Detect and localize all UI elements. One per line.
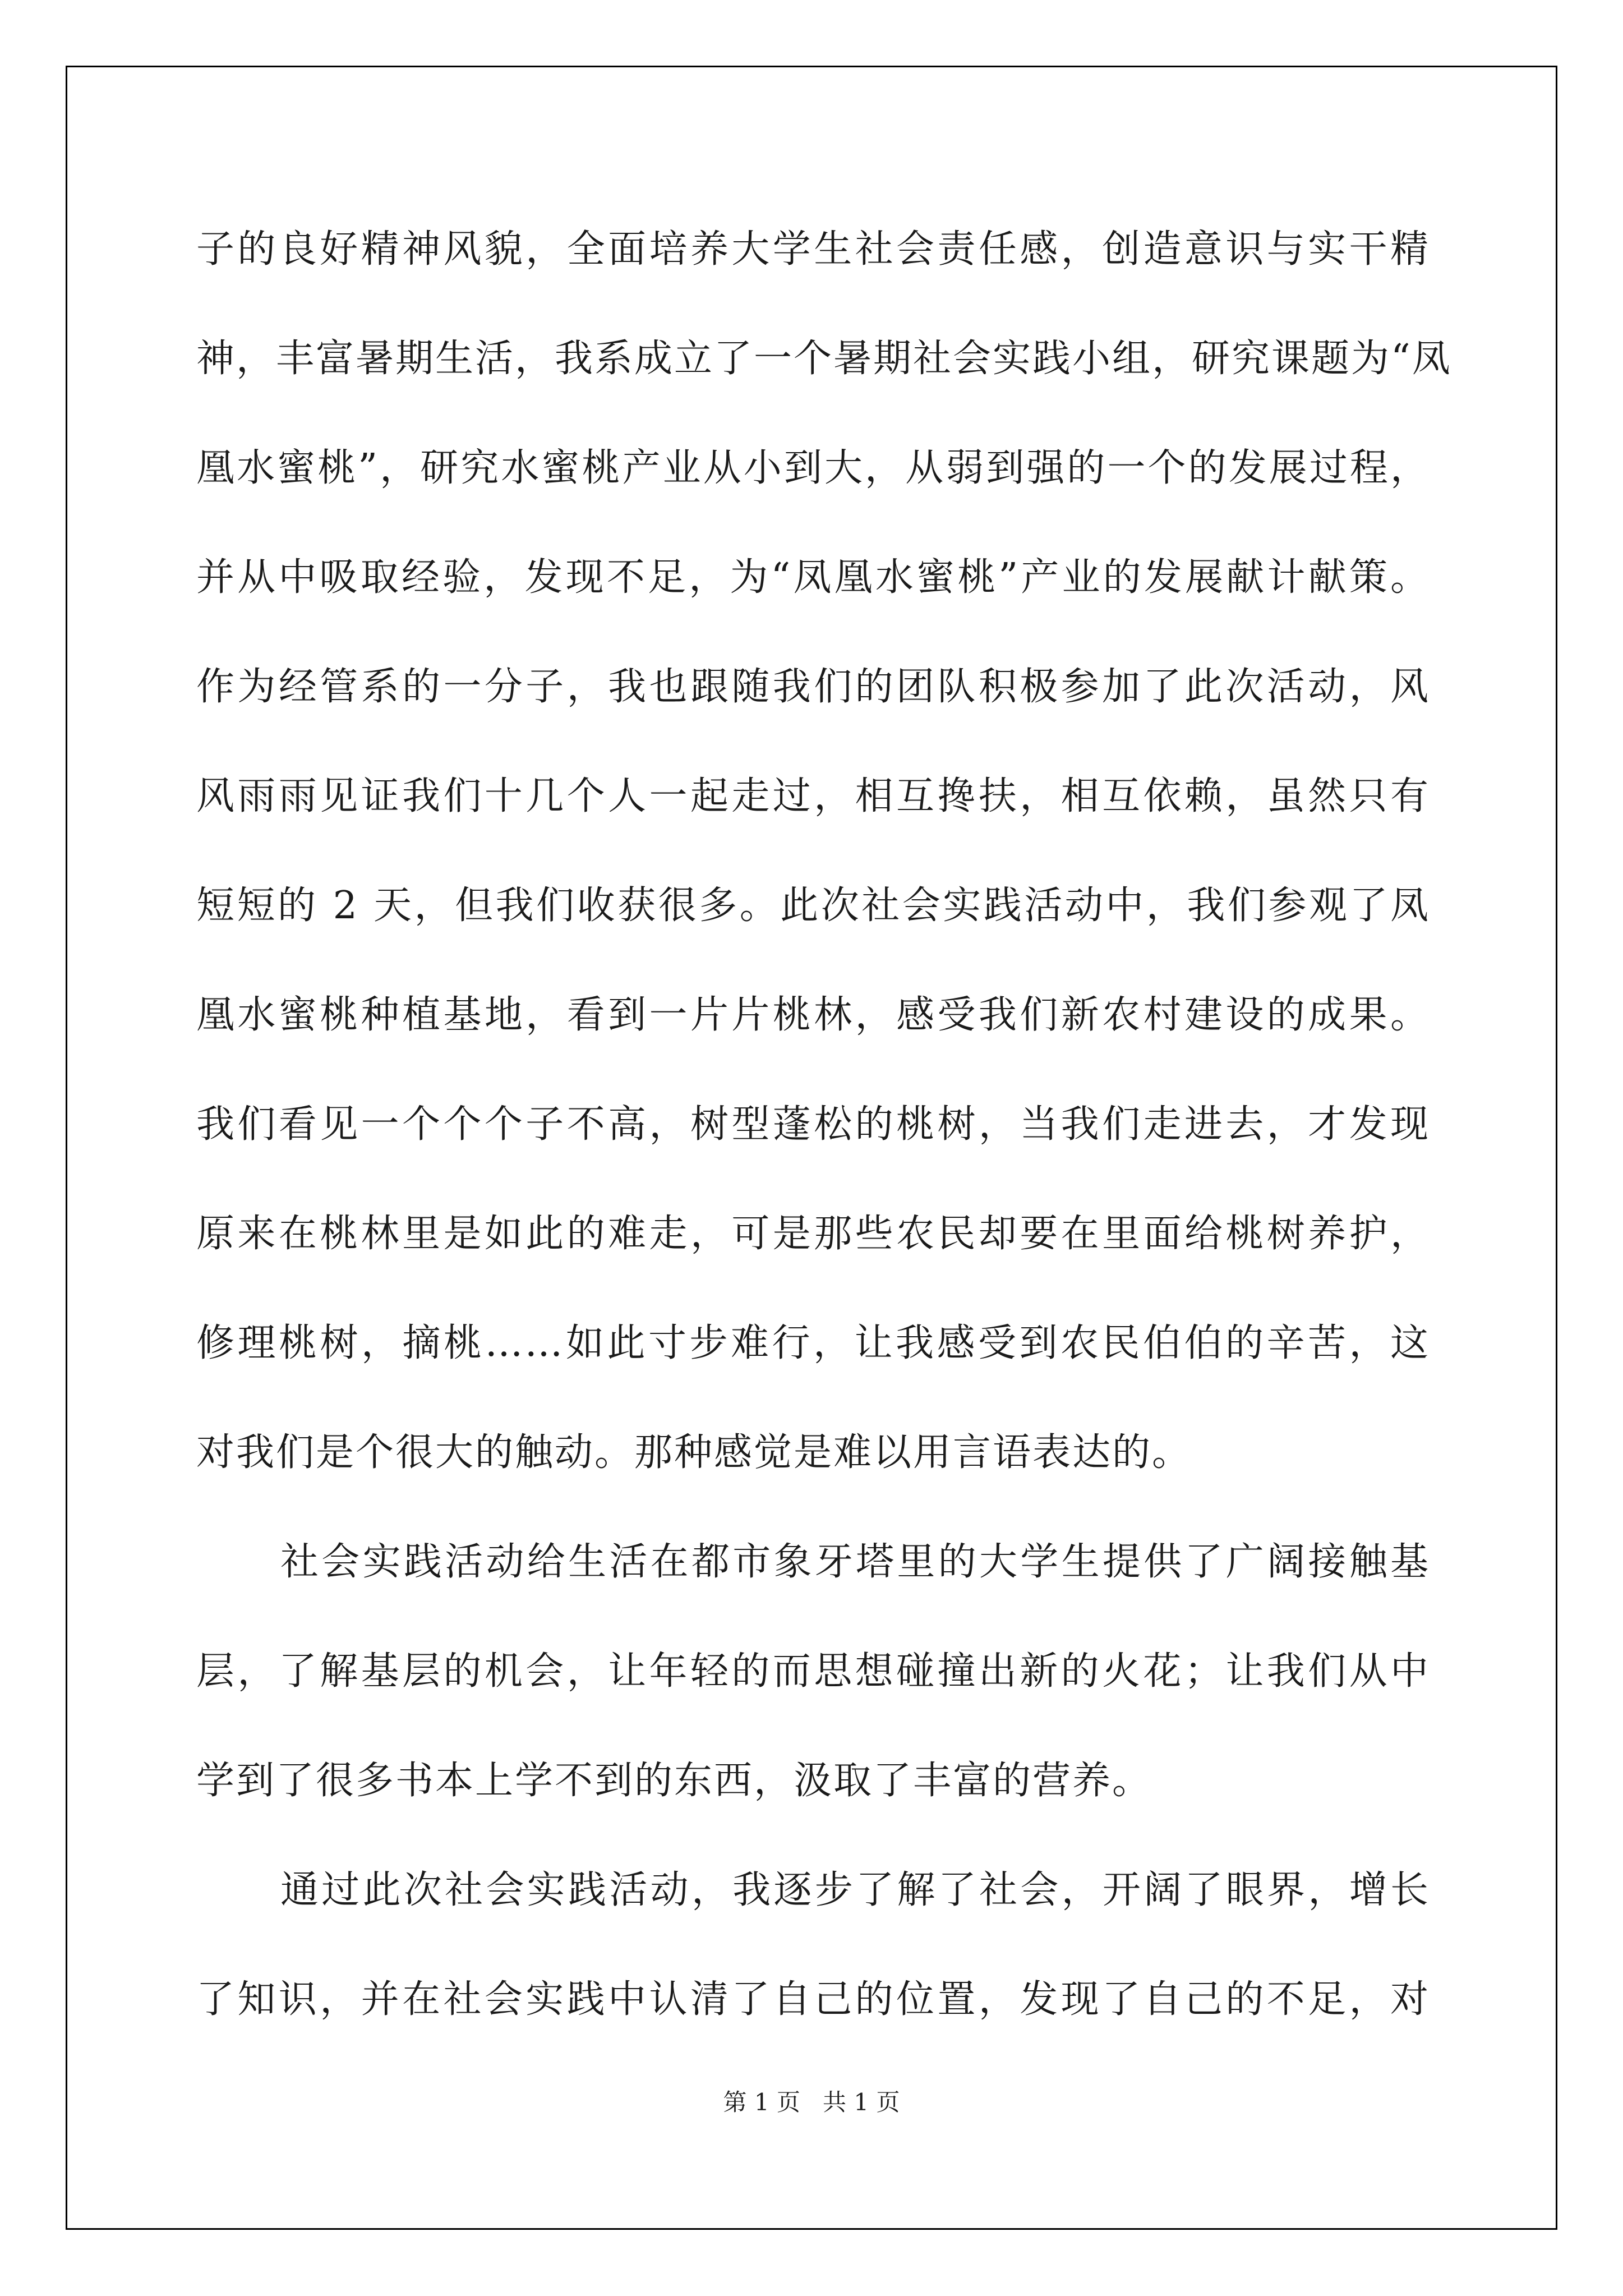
text-line: 作为经管系的一分子，我也跟随我们的团队积极参加了此次活动，风 — [196, 665, 1430, 709]
page-footer — [0, 2086, 1623, 2119]
document-body — [196, 216, 1452, 2076]
text-line: 了知识，并在社会实践中认清了自己的位置，发现了自己的不足，对 — [196, 1977, 1430, 2022]
text-line: 修理桃树，摘桃……如此寸步难行，让我感受到农民伯伯的辛苦，这 — [196, 1321, 1430, 1365]
text-line: 学到了很多书本上学不到的东西，汲取了丰富的营养。 — [196, 1759, 1152, 1803]
text-line: 对我们是个很大的触动。那种感觉是难以用言语表达的。 — [196, 1430, 1192, 1475]
paragraph-start-line: 通过此次社会实践活动，我逐步了解了社会，开阔了眼界，增长 — [280, 1868, 1430, 1912]
paragraph-start-line: 社会实践活动给生活在都市象牙塔里的大学生提供了广阔接触基 — [280, 1540, 1430, 1584]
text-line: 我们看见一个个个子不高，树型蓬松的桃树，当我们走进去，才发现 — [196, 1102, 1430, 1147]
text-line: 凰水蜜桃”，研究水蜜桃产业从小到大，从弱到强的一个的发展过程， — [196, 446, 1430, 490]
text-line: 子的良好精神风貌，全面培养大学生社会责任感，创造意识与实干精 — [196, 227, 1430, 272]
text-line: 原来在桃林里是如此的难走，可是那些农民却要在里面给桃树养护， — [196, 1212, 1430, 1256]
text-line: 短短的 2 天，但我们收获很多。此次社会实践活动中，我们参观了凤 — [196, 884, 1430, 928]
text-line: 风雨雨见证我们十几个人一起走过，相互搀扶，相互依赖，虽然只有 — [196, 774, 1430, 818]
page-number: 第 1 页 共 1 页 — [723, 2088, 900, 2116]
text-line: 并从中吸取经验，发现不足，为“凤凰水蜜桃”产业的发展献计献策。 — [196, 555, 1430, 600]
text-line: 层，了解基层的机会，让年轻的而思想碰撞出新的火花；让我们从中 — [196, 1649, 1430, 1694]
text-line: 凰水蜜桃种植基地，看到一片片桃林，感受我们新农村建设的成果。 — [196, 993, 1430, 1037]
text-line: 神，丰富暑期生活，我系成立了一个暑期社会实践小组，研究课题为“凤 — [196, 337, 1452, 381]
